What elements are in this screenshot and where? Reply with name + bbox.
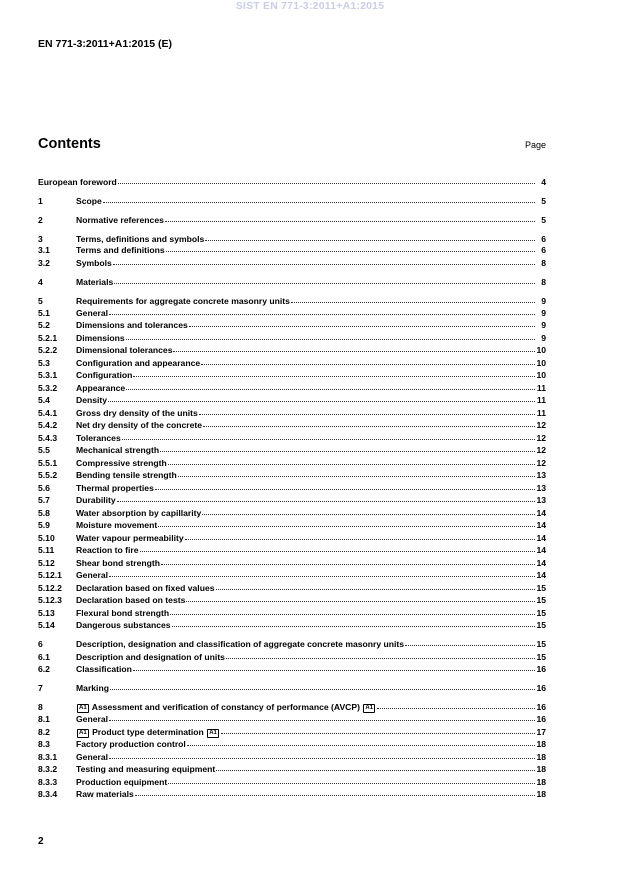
toc-entry-title xyxy=(76,682,109,694)
toc-entry-title xyxy=(76,276,113,288)
toc-entry-number: 8.3 xyxy=(38,739,50,749)
toc-entry-title-text: Dimensions and tolerances xyxy=(76,320,188,330)
toc-entry-number: 8.3.1 xyxy=(38,752,58,762)
toc-entry-number: 5 xyxy=(38,296,43,306)
toc-entry-title-text: European foreword xyxy=(38,177,117,187)
toc-entry-number: 8 xyxy=(38,702,43,712)
toc-entry-number: 7 xyxy=(38,683,43,693)
contents-title: Contents xyxy=(38,136,101,152)
toc-entry-number: 5.12.3 xyxy=(38,595,62,605)
toc-entry[interactable] xyxy=(38,344,546,356)
toc-entry-number: 5.12 xyxy=(38,558,55,568)
dot-leader xyxy=(135,787,535,796)
toc-entry-title xyxy=(76,544,139,556)
dot-leader xyxy=(291,294,535,303)
toc-entry-page: 9 xyxy=(541,308,546,318)
toc-entry-title xyxy=(76,432,121,444)
toc-entry-page: 4 xyxy=(541,177,546,187)
toc-entry-page: 15 xyxy=(536,639,546,649)
toc-entry-title-text: Moisture movement xyxy=(76,520,158,530)
toc-entry[interactable] xyxy=(38,244,546,256)
toc-entry-page: 14 xyxy=(536,570,546,580)
toc-entry-number: 5.1 xyxy=(38,308,50,318)
toc-entry-page: 11 xyxy=(536,383,546,393)
toc-entry-page: 18 xyxy=(536,777,546,787)
toc-entry[interactable] xyxy=(38,619,546,631)
toc-entry-number: 6.2 xyxy=(38,664,50,674)
toc-entry-page: 10 xyxy=(536,345,546,355)
toc-entry-title-text: Bending tensile strength xyxy=(76,470,177,480)
toc-entry-number: 8.1 xyxy=(38,714,50,724)
watermark: SIST EN 771-3:2011+A1:2015 xyxy=(235,0,385,12)
toc-entry[interactable] xyxy=(38,176,546,188)
dot-leader xyxy=(109,750,535,759)
dot-leader xyxy=(216,762,535,771)
toc-entry-title-text: Durability xyxy=(76,495,116,505)
dot-leader xyxy=(178,468,535,477)
toc-entry-page: 8 xyxy=(541,258,546,268)
toc-entry-page: 18 xyxy=(536,739,546,749)
toc-entry-title xyxy=(76,494,116,506)
dot-leader xyxy=(160,443,535,452)
dot-leader xyxy=(189,318,535,327)
toc-entry-number: 5.13 xyxy=(38,608,55,618)
toc-entry-number: 5.12.2 xyxy=(38,583,62,593)
toc-entry-page: 14 xyxy=(536,508,546,518)
dot-leader xyxy=(126,381,535,390)
dot-leader xyxy=(126,331,535,340)
page-column-label: Page xyxy=(524,140,546,150)
dot-leader xyxy=(202,506,535,515)
toc-entry-page: 13 xyxy=(536,483,546,493)
toc-entry-title-text: Configuration and appearance xyxy=(76,358,201,368)
toc-entry-number: 5.6 xyxy=(38,483,50,493)
dot-leader xyxy=(109,712,535,721)
toc-entry-title-text: Raw materials xyxy=(76,789,134,799)
dot-leader xyxy=(133,368,535,377)
toc-entry-number: 5.4.1 xyxy=(38,408,58,418)
toc-entry-page: 5 xyxy=(541,196,546,206)
toc-entry-page: 8 xyxy=(541,277,546,287)
toc-entry-page: 10 xyxy=(536,358,546,368)
toc-entry[interactable] xyxy=(38,319,546,331)
toc-entry-title xyxy=(76,751,108,763)
toc-entry-number: 2 xyxy=(38,215,43,225)
toc-entry-title xyxy=(76,244,165,256)
amendment-start-marker: A1 xyxy=(79,730,87,736)
toc-entry-number: 5.5 xyxy=(38,445,50,455)
toc-entry[interactable] xyxy=(38,519,546,531)
dot-leader xyxy=(168,456,535,465)
toc-entry-page: 15 xyxy=(536,652,546,662)
toc-entry-title xyxy=(76,369,132,381)
toc-entry-page: 16 xyxy=(536,714,546,724)
dot-leader xyxy=(165,213,535,222)
toc-entry-page: 14 xyxy=(536,558,546,568)
toc-entry[interactable] xyxy=(38,257,546,269)
toc-entry-title xyxy=(76,619,171,631)
toc-entry[interactable] xyxy=(38,214,546,226)
toc-entry[interactable] xyxy=(38,594,546,606)
toc-entry-number: 5.8 xyxy=(38,508,50,518)
toc-entry-title xyxy=(76,519,157,531)
toc-entry-title-text: Reaction to fire xyxy=(76,545,139,555)
toc-entry-title xyxy=(76,319,188,331)
toc-entry-page: 12 xyxy=(536,420,546,430)
toc-entry-title xyxy=(76,663,132,675)
toc-entry-title-text: Dimensions xyxy=(76,333,125,343)
toc-entry-title xyxy=(76,344,172,356)
page-number: 2 xyxy=(38,836,44,847)
toc-entry-page: 14 xyxy=(536,533,546,543)
toc-entry-number: 5.4.2 xyxy=(38,420,58,430)
toc-entry-title xyxy=(38,176,117,188)
dot-leader xyxy=(185,531,535,540)
toc-entry-page: 13 xyxy=(536,495,546,505)
dot-leader xyxy=(170,606,535,615)
toc-entry-number: 5.2.1 xyxy=(38,333,58,343)
dot-leader xyxy=(203,418,535,427)
toc-entry-title-text: Materials xyxy=(76,277,114,287)
dot-leader xyxy=(173,343,535,352)
toc-entry-number: 4 xyxy=(38,277,43,287)
toc-entry-page: 12 xyxy=(536,433,546,443)
toc-entry-title-text: Description, designation and classification of aggregate concrete masonry units xyxy=(76,639,405,649)
toc-entry-title xyxy=(76,394,107,406)
toc-entry[interactable] xyxy=(38,469,546,481)
toc-entry-page: 13 xyxy=(536,470,546,480)
toc-entry-title-text: Compressive strength xyxy=(76,458,167,468)
dot-leader xyxy=(205,232,535,241)
toc-entry-page: 12 xyxy=(536,445,546,455)
toc-entry-number: 5.3.2 xyxy=(38,383,58,393)
toc-entry-number: 5.14 xyxy=(38,620,55,630)
toc-entry[interactable] xyxy=(38,663,546,675)
toc-entry-title-text: Normative references xyxy=(76,215,164,225)
toc-entry-page: 5 xyxy=(541,215,546,225)
toc-entry-page: 14 xyxy=(536,545,546,555)
toc-entry-title xyxy=(76,457,167,469)
dot-leader xyxy=(172,618,535,627)
dot-leader xyxy=(158,518,535,527)
amendment-start-marker: A1 xyxy=(79,705,87,711)
toc-entry-title xyxy=(76,444,159,456)
toc-entry-page: 17 xyxy=(536,727,546,737)
toc-entry-title-text: Appearance xyxy=(76,383,126,393)
toc-entry-title-text: Symbols xyxy=(76,258,112,268)
toc-entry-page: 15 xyxy=(536,620,546,630)
toc-entry-title xyxy=(76,332,125,344)
toc-entry-title-text: Net dry density of the concrete xyxy=(76,420,203,430)
toc-entry-page: 16 xyxy=(536,683,546,693)
toc-entry-title-text: Gross dry density of the units xyxy=(76,408,198,418)
dot-leader xyxy=(122,431,535,440)
dot-leader xyxy=(110,681,535,690)
toc-entry-title xyxy=(76,307,108,319)
toc-entry[interactable] xyxy=(38,369,546,381)
toc-entry-title xyxy=(76,469,177,481)
toc-entry-title-text: Water vapour permeability xyxy=(76,533,184,543)
dot-leader xyxy=(216,581,535,590)
toc-entry-number: 8.2 xyxy=(38,727,50,737)
toc-entry-number: 3 xyxy=(38,234,43,244)
dot-leader xyxy=(187,737,535,746)
toc-entry-number: 5.3 xyxy=(38,358,50,368)
amendment-end-marker: A1 xyxy=(365,705,374,711)
toc-entry-title xyxy=(76,257,112,269)
toc-entry-title-text: Declaration based on fixed values xyxy=(76,583,215,593)
toc-entry-title xyxy=(76,738,186,750)
toc-entry-number: 8.3.3 xyxy=(38,777,58,787)
toc-entry-title-text: General xyxy=(76,570,109,580)
dot-leader xyxy=(109,306,535,315)
dot-leader xyxy=(108,393,535,402)
toc-entry-title-text: Terms and definitions xyxy=(76,245,165,255)
toc-entry-page: 11 xyxy=(536,408,546,418)
toc-entry-title-text: Dimensional tolerances xyxy=(76,345,173,355)
toc-entry-title-text: Testing and measuring equipment xyxy=(76,764,216,774)
dot-leader xyxy=(199,406,535,415)
toc-entry-number: 5.10 xyxy=(38,533,55,543)
table-of-contents xyxy=(38,0,546,877)
toc-entry-title-text: Classification xyxy=(76,664,132,674)
toc-entry-title-text: Requirements for aggregate concrete masonry units xyxy=(76,296,290,306)
toc-entry-title xyxy=(76,788,134,800)
toc-entry-page: 6 xyxy=(541,245,546,255)
toc-entry-title-text: Thermal properties xyxy=(76,483,154,493)
toc-entry-page: 16 xyxy=(536,702,546,712)
toc-entry-title-text: Declaration based on tests xyxy=(76,595,186,605)
toc-entry-title xyxy=(76,407,198,419)
toc-entry-page: 15 xyxy=(536,595,546,605)
toc-entry-title xyxy=(76,713,108,725)
toc-entry-page: 14 xyxy=(536,520,546,530)
toc-entry-title-text: Scope xyxy=(76,196,102,206)
toc-entry-number: 3.1 xyxy=(38,245,50,255)
toc-entry-page: 18 xyxy=(536,764,546,774)
toc-entry-title xyxy=(76,594,185,606)
toc-entry-title-text: General xyxy=(76,308,109,318)
document-code: EN 771-3:2011+A1:2015 (E) xyxy=(38,38,172,50)
toc-entry[interactable] xyxy=(38,444,546,456)
toc-entry-page: 12 xyxy=(536,458,546,468)
toc-entry-title xyxy=(76,419,202,431)
toc-entry-number: 1 xyxy=(38,196,43,206)
toc-entry[interactable] xyxy=(38,638,546,650)
toc-entry-title-text: Tolerances xyxy=(76,433,121,443)
toc-entry-number: 5.2 xyxy=(38,320,50,330)
toc-entry-number: 6.1 xyxy=(38,652,50,662)
toc-entry-title-text: Product type determination xyxy=(92,727,204,737)
toc-entry-number: 5.11 xyxy=(38,545,55,555)
toc-entry-title-text: Terms, definitions and symbols xyxy=(76,234,205,244)
toc-entry-title xyxy=(76,763,215,775)
toc-entry-page: 15 xyxy=(536,608,546,618)
toc-entry-title-text: Marking xyxy=(76,683,109,693)
toc-entry-number: 5.5.1 xyxy=(38,458,58,468)
toc-entry-title-text: Configuration xyxy=(76,370,133,380)
toc-entry-page: 18 xyxy=(536,789,546,799)
toc-entry-number: 5.3.1 xyxy=(38,370,58,380)
dot-leader xyxy=(117,493,535,502)
toc-entry[interactable] xyxy=(38,788,546,800)
dot-leader xyxy=(109,568,535,577)
toc-entry[interactable] xyxy=(38,195,546,207)
toc-entry-title-text: Description and designation of units xyxy=(76,652,225,662)
dot-leader xyxy=(114,275,535,284)
toc-entry-title-text: General xyxy=(76,714,109,724)
dot-leader xyxy=(221,725,535,734)
toc-entry-title-text: Production equipment xyxy=(76,777,168,787)
toc-entry[interactable] xyxy=(38,569,546,581)
dot-leader xyxy=(186,593,535,602)
toc-entry-number: 6 xyxy=(38,639,43,649)
dot-leader xyxy=(118,175,535,184)
dot-leader xyxy=(113,256,535,265)
toc-entry-title xyxy=(76,214,164,226)
toc-entry-page: 18 xyxy=(536,752,546,762)
toc-entry-number: 5.12.1 xyxy=(38,570,62,580)
dot-leader xyxy=(405,637,535,646)
toc-entry-page: 10 xyxy=(536,370,546,380)
toc-entry[interactable] xyxy=(38,419,546,431)
toc-entry[interactable] xyxy=(38,544,546,556)
toc-entry-page: 11 xyxy=(536,395,546,405)
dot-leader xyxy=(161,556,535,565)
amendment-end-marker: A1 xyxy=(209,730,217,736)
toc-entry[interactable] xyxy=(38,713,546,725)
toc-entry-title-text: General xyxy=(76,752,109,762)
toc-entry-number: 5.9 xyxy=(38,520,50,530)
toc-entry-page: 6 xyxy=(541,234,546,244)
toc-entry[interactable] xyxy=(38,494,546,506)
toc-entry-page: 9 xyxy=(541,333,546,343)
toc-entry-title-text: Factory production control xyxy=(76,739,186,749)
toc-entry-number: 5.5.2 xyxy=(38,470,58,480)
toc-entry-page: 15 xyxy=(536,583,546,593)
toc-entry[interactable] xyxy=(38,682,546,694)
toc-entry[interactable] xyxy=(38,276,546,288)
dot-leader xyxy=(155,481,535,490)
toc-entry-number: 5.2.2 xyxy=(38,345,58,355)
toc-entry-number: 5.4.3 xyxy=(38,433,58,443)
dot-leader xyxy=(140,543,535,552)
dot-leader xyxy=(201,356,535,365)
toc-entry-title-text: Shear bond strength xyxy=(76,558,161,568)
toc-entry-title xyxy=(76,607,169,619)
toc-entry-title xyxy=(76,569,108,581)
dot-leader xyxy=(166,243,535,252)
toc-entry-number: 5.7 xyxy=(38,495,50,505)
toc-entry-page: 16 xyxy=(536,664,546,674)
dot-leader xyxy=(133,662,535,671)
toc-entry[interactable] xyxy=(38,394,546,406)
toc-entry-number: 3.2 xyxy=(38,258,50,268)
toc-entry-title-text: Density xyxy=(76,395,108,405)
toc-entry-title-text: Dangerous substances xyxy=(76,620,171,630)
toc-entry-title xyxy=(76,638,404,650)
dot-leader xyxy=(226,650,535,659)
toc-entry-title-text: Assessment and verification of constancy of performance (AVCP) xyxy=(91,702,360,712)
toc-entry-title xyxy=(76,195,102,207)
toc-entry[interactable] xyxy=(38,763,546,775)
toc-entry-title-text: Water absorption by capillarity xyxy=(76,508,202,518)
toc-entry-number: 8.3.4 xyxy=(38,789,58,799)
toc-entry[interactable] xyxy=(38,738,546,750)
dot-leader xyxy=(103,194,535,203)
toc-entry-number: 5.4 xyxy=(38,395,50,405)
toc-entry-page: 9 xyxy=(541,320,546,330)
dot-leader xyxy=(377,700,535,709)
toc-entry-number: 8.3.2 xyxy=(38,764,58,774)
toc-entry-title-text: Mechanical strength xyxy=(76,445,160,455)
dot-leader xyxy=(168,775,535,784)
toc-entry-title-text: Flexural bond strength xyxy=(76,608,170,618)
toc-entry-page: 9 xyxy=(541,296,546,306)
